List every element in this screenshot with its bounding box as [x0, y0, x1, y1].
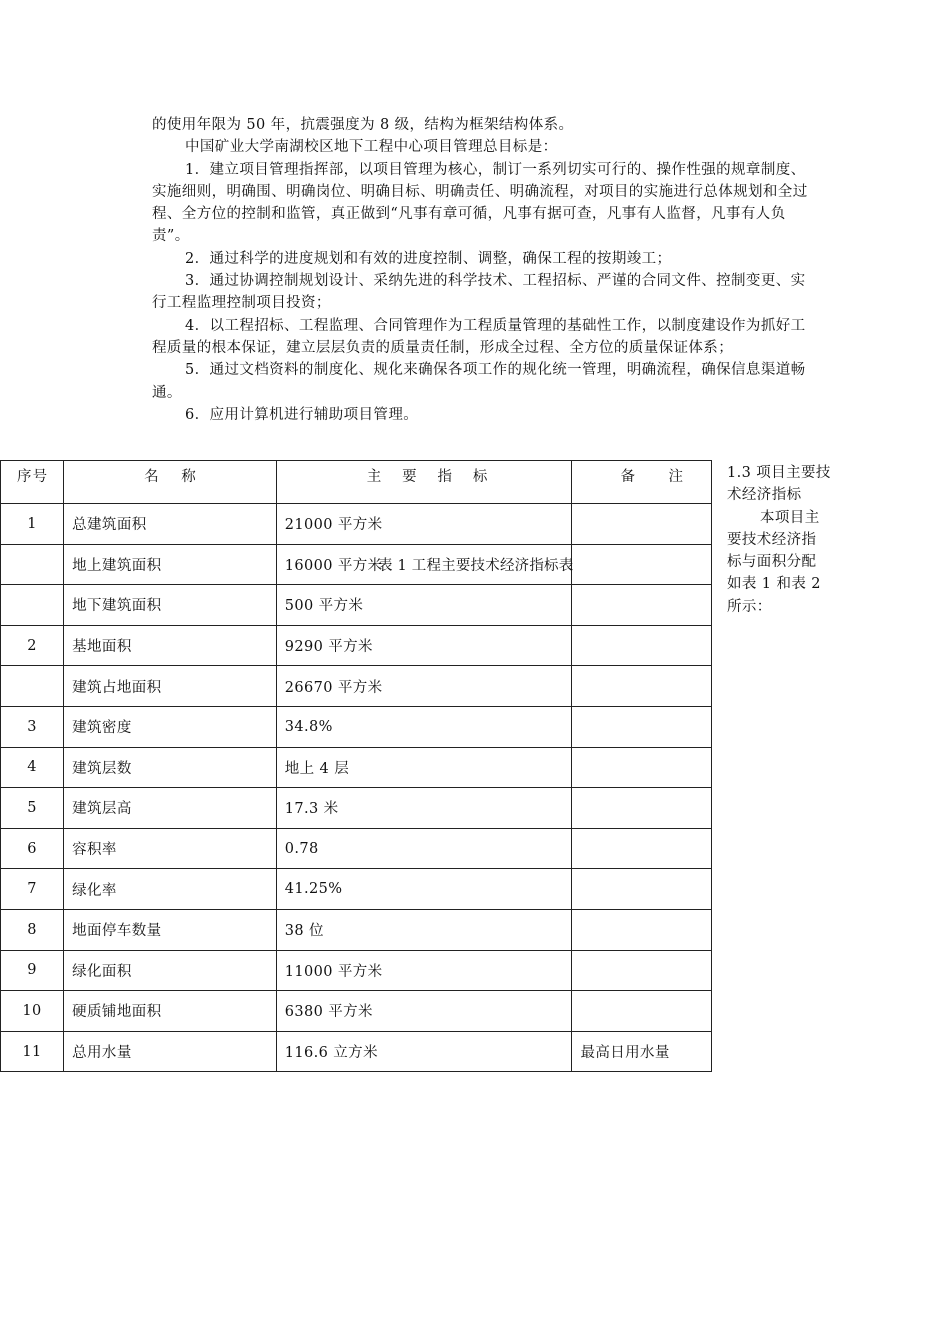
metrics-table: [0, 460, 712, 1072]
row-note-cell: [572, 909, 712, 950]
goal-2: 2．通过科学的进度规划和有效的进度控制、调整，确保工程的按期竣工；: [185, 250, 672, 267]
header-seq-char: 序: [17, 469, 32, 485]
row-seq-cell: 8: [1, 909, 64, 950]
goal-4: 4．以工程招标、工程监理、合同管理作为工程质量管理的基础性工作，以制度建设作为抓好工程质量的根本保证，建立层层负责的质量责任制，形成全过程、全方位的质量保证体系；: [152, 317, 806, 356]
table-row: [1, 991, 712, 1032]
row-value-cell: 16000 平方米: [276, 544, 572, 585]
row-name-cell: 地上建筑面积: [64, 544, 277, 585]
row-value-cell: 0.78: [276, 828, 572, 869]
row-note-cell: [572, 828, 712, 869]
row-note-cell: [572, 706, 712, 747]
row-note-cell: 最高日用水量: [572, 1031, 712, 1072]
header-name-char: 名: [144, 469, 159, 485]
row-value-cell: 9290 平方米: [276, 625, 572, 666]
table-row: [1, 585, 712, 626]
table-row: [1, 788, 712, 829]
row-value-cell: 11000 平方米: [276, 950, 572, 991]
row-value-cell: 116.6 立方米: [276, 1031, 572, 1072]
table-row: [1, 1031, 712, 1072]
row-name-cell: 建筑占地面积: [64, 666, 277, 707]
row-name-cell: 绿化率: [64, 869, 277, 910]
row-note-cell: [572, 666, 712, 707]
row-name-cell: 硬质铺地面积: [64, 991, 277, 1032]
intro-line-1: 的使用年限为 50 年，抗震强度为 8 级，结构为框架结构体系。: [152, 117, 574, 133]
row-name-cell: 建筑密度: [64, 706, 277, 747]
row-value-cell: 21000 平方米: [276, 504, 572, 545]
header-name-char: 称: [181, 469, 196, 485]
row-note-cell: [572, 991, 712, 1032]
header-note: [572, 461, 712, 504]
row-note-cell: [572, 504, 712, 545]
row-seq-cell: 6: [1, 828, 64, 869]
row-value-cell: 17.3 米: [276, 788, 572, 829]
intro-text: [152, 114, 817, 426]
table-caption: 表 1 工程主要技术经济指标表: [378, 558, 574, 574]
row-seq-cell: 5: [1, 788, 64, 829]
goal-3: 3．通过协调控制规划设计、采纳先进的科学技术、工程招标、严谨的合同文件、控制变更、实行工程监理控制项目投资；: [152, 273, 806, 312]
goal-1: 1．建立项目管理指挥部，以项目管理为核心，制订一系列切实可行的、操作性强的规章制度、实施细则，明确围、明确岗位、明确目标、明确责任、明确流程，对项目的实施进行总体规划和全过程、全方位的控制和监管，真正做到“凡事有章可循，凡事有据可查，凡事有人监督，凡事有人负责”。: [152, 161, 808, 245]
row-seq-cell: 11: [1, 1031, 64, 1072]
table-row: [1, 666, 712, 707]
row-note-cell: [572, 747, 712, 788]
row-name-cell: 地面停车数量: [64, 909, 277, 950]
side-heading: 1.3 项目主要技术经济指标: [727, 465, 831, 504]
row-seq-cell: [1, 544, 64, 585]
header-value-char: 标: [472, 469, 488, 485]
header-note-char: 注: [668, 469, 683, 485]
intro-line-2: 中国矿业大学南湖校区地下工程中心项目管理总目标是：: [185, 139, 558, 156]
row-seq-cell: 3: [1, 706, 64, 747]
row-value-cell: 地上 4 层: [276, 747, 572, 788]
row-seq-cell: [1, 666, 64, 707]
row-name-cell: 建筑层数: [64, 747, 277, 788]
header-note-char: 备: [620, 469, 635, 485]
row-value-cell: 41.25%: [276, 869, 572, 910]
row-name-cell: 基地面积: [64, 625, 277, 666]
header-seq: [1, 461, 64, 504]
row-name-cell: 地下建筑面积: [64, 585, 277, 626]
row-note-cell: [572, 869, 712, 910]
row-name-cell: 总用水量: [64, 1031, 277, 1072]
row-seq-cell: 7: [1, 869, 64, 910]
row-seq-cell: 4: [1, 747, 64, 788]
table-row: [1, 950, 712, 991]
table-row: [1, 747, 712, 788]
row-note-cell: [572, 585, 712, 626]
header-value-char: 要: [402, 469, 417, 485]
row-note-cell: [572, 544, 712, 585]
row-seq-cell: 1: [1, 504, 64, 545]
row-note-cell: [572, 625, 712, 666]
header-value-char: 主: [366, 469, 382, 485]
table-row: [1, 504, 712, 545]
row-note-cell: [572, 950, 712, 991]
row-name-cell: 容积率: [64, 828, 277, 869]
header-seq-char: 号: [32, 469, 48, 485]
side-note: [727, 462, 831, 618]
row-value-cell: 26670 平方米: [276, 666, 572, 707]
table-row: [1, 828, 712, 869]
table-row: [1, 625, 712, 666]
row-seq-cell: [1, 585, 64, 626]
row-seq-cell: 9: [1, 950, 64, 991]
header-value-char: 指: [437, 469, 453, 485]
row-note-cell: [572, 788, 712, 829]
table-row: [1, 544, 712, 585]
row-name-cell: 绿化面积: [64, 950, 277, 991]
side-body: 本项目主要技术经济指标与面积分配如表 1 和表 2 所示：: [727, 509, 821, 615]
table-row: [1, 869, 712, 910]
row-seq-cell: 10: [1, 991, 64, 1032]
row-value-cell: 34.8%: [276, 706, 572, 747]
row-name-cell: 建筑层高: [64, 788, 277, 829]
table-row: [1, 909, 712, 950]
row-value-cell: 500 平方米: [276, 585, 572, 626]
goal-6: 6．应用计算机进行辅助项目管理。: [185, 406, 419, 423]
metrics-table-body: [1, 461, 712, 1072]
row-value-cell: 38 位: [276, 909, 572, 950]
table-header-row: [1, 461, 712, 504]
table-row: [1, 706, 712, 747]
row-value-cell: 6380 平方米: [276, 991, 572, 1032]
header-value: [276, 461, 572, 504]
row-name-cell: 总建筑面积: [64, 504, 277, 545]
header-name: [64, 461, 277, 504]
row-seq-cell: 2: [1, 625, 64, 666]
goal-5: 5．通过文档资料的制度化、规化来确保各项工作的规化统一管理，明确流程，确保信息渠道畅通。: [152, 362, 806, 401]
